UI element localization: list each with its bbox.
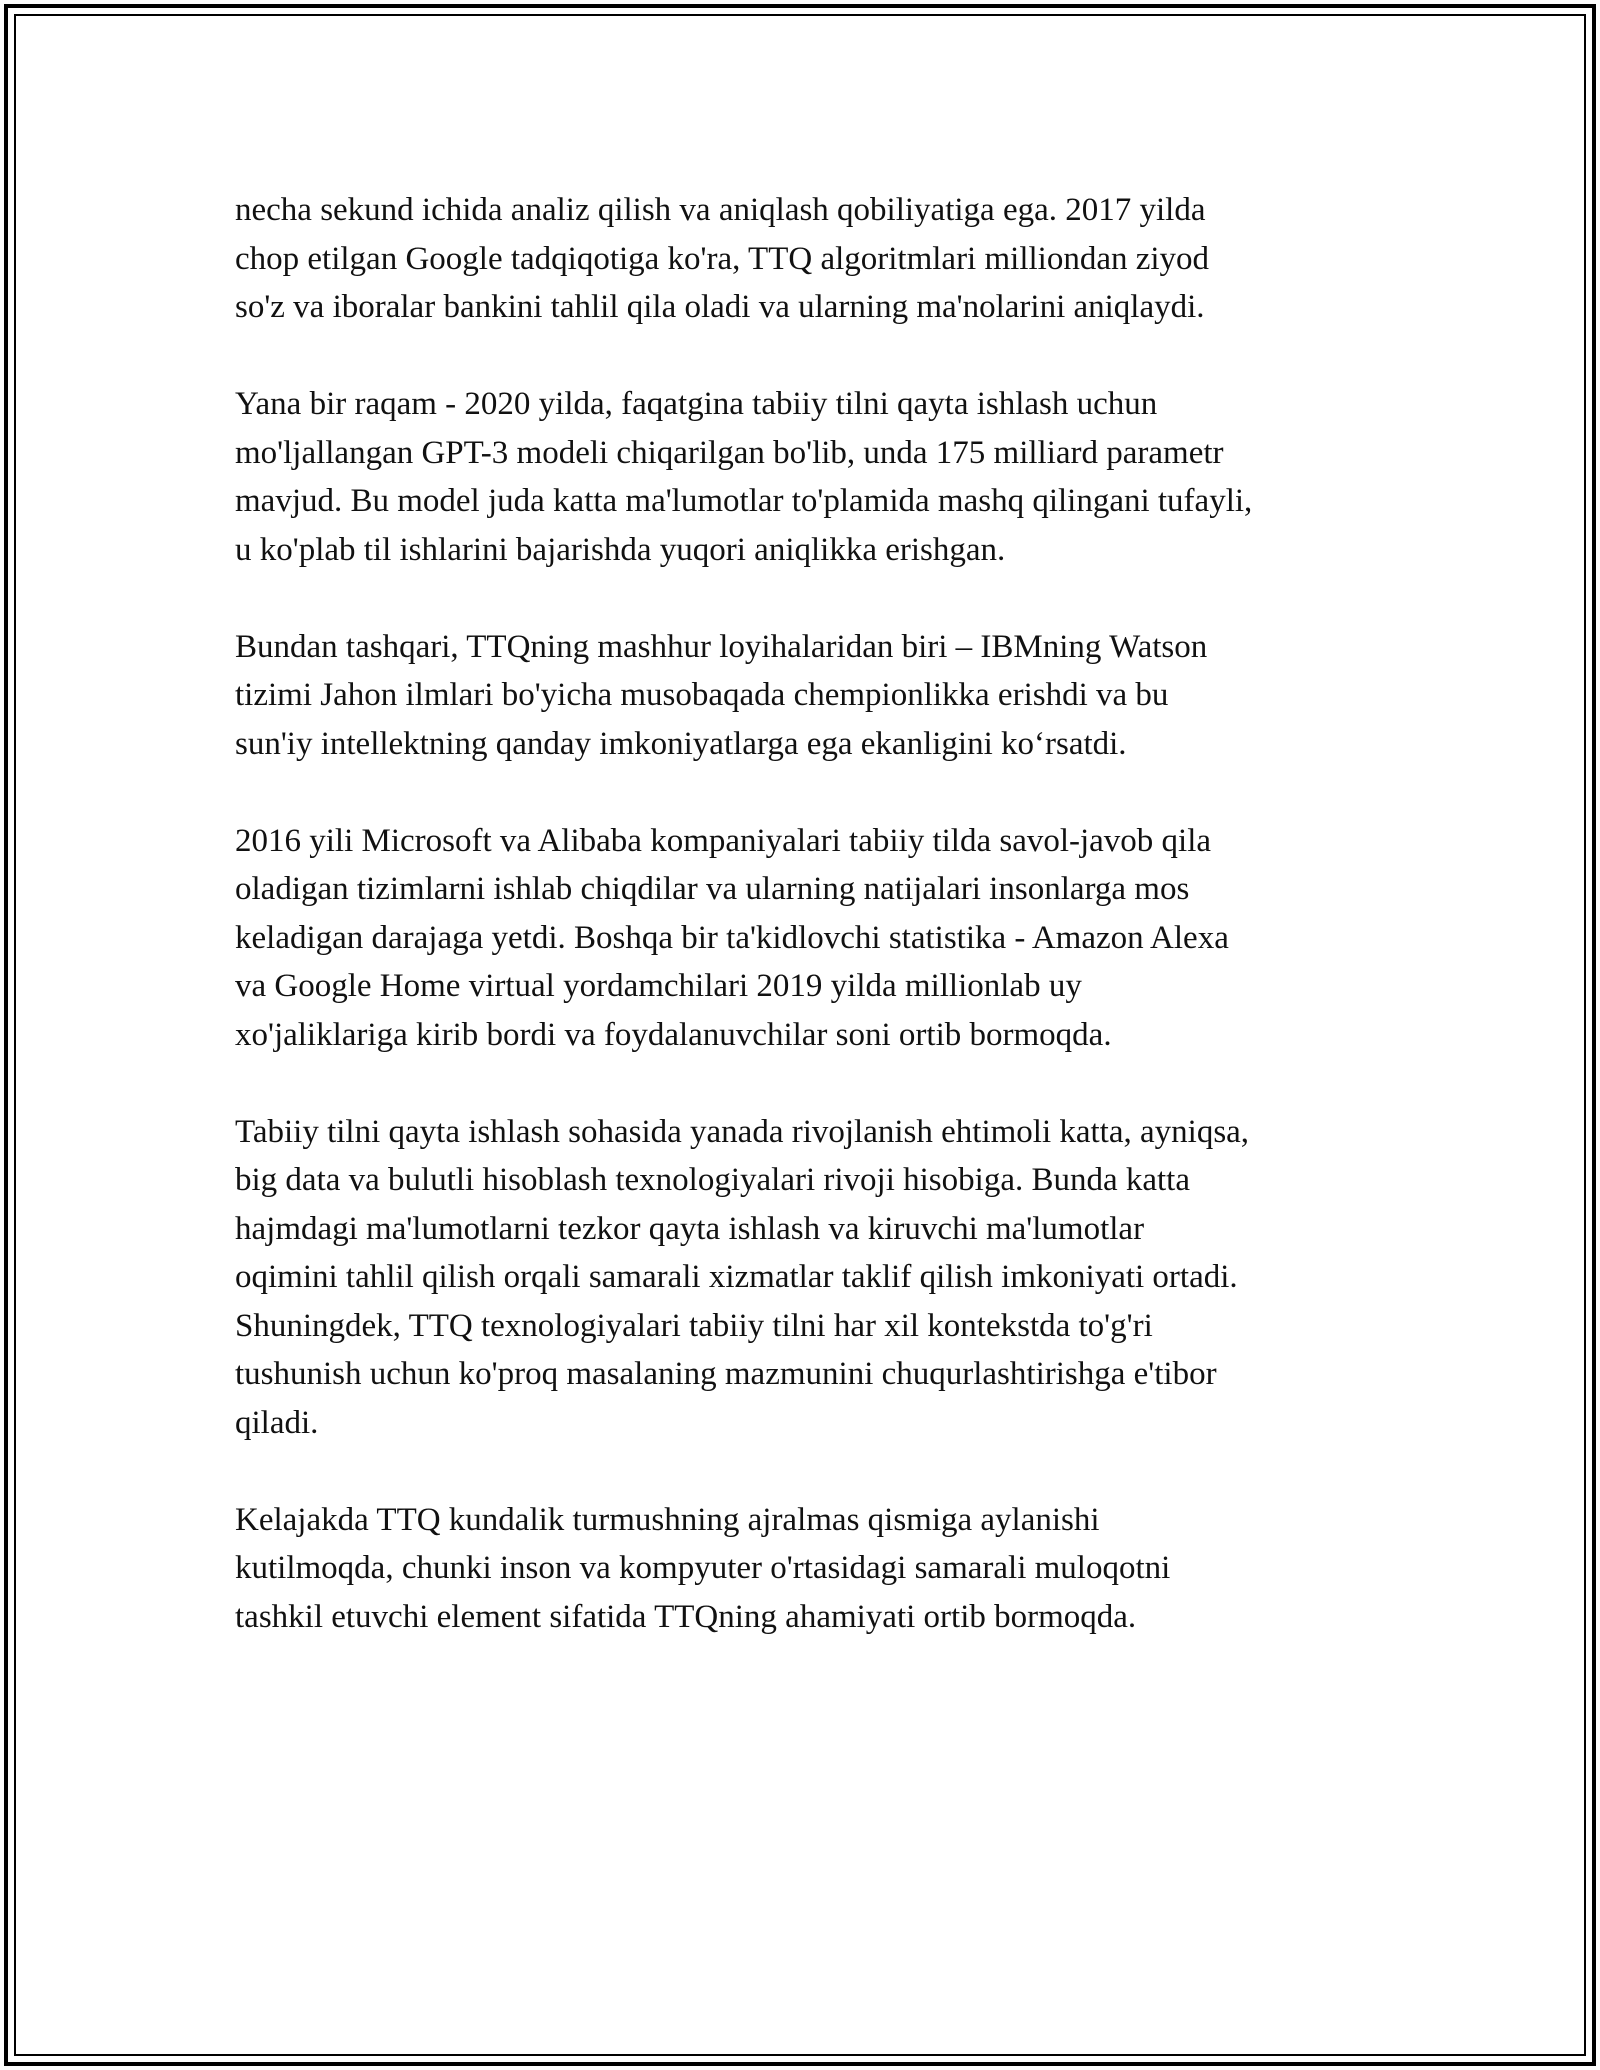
paragraph-5 [235,1108,1375,1448]
paragraph-line: hajmdagi ma'lumotlarni tezkor qayta ishlash va kiruvchi ma'lumotlar [235,1210,1145,1247]
paragraph-line: sun'iy intellektning qanday imkoniyatlarga ega ekanligini koʻrsatdi. [235,725,1127,762]
paragraph-line: Yana bir raqam - 2020 yilda, faqatgina tabiiy tilni qayta ishlash uchun [235,386,1158,422]
paragraph-line: chop etilgan Google tadqiqotiga ko'ra, TTQ algoritmlari milliondan ziyod [235,240,1210,277]
paragraph-line: qiladi. [235,1404,319,1441]
paragraph-line: oladigan tizimlarni ishlab chiqdilar va ularning natijalari insonlarga mos [235,871,1190,907]
document-body [235,186,1375,1690]
paragraph-3 [235,623,1375,769]
paragraph-line: Tabiiy tilni qayta ishlash sohasida yanada rivojlanish ehtimoli katta, ayniqsa, [235,1113,1250,1150]
paragraph-6 [235,1496,1375,1642]
paragraph-line: tushunish uchun ko'proq masalaning mazmunini chuqurlashtirishga e'tibor [235,1356,1217,1392]
paragraph-2 [235,380,1375,574]
paragraph-line: necha sekund ichida analiz qilish va aniqlash qobiliyatiga ega. 2017 yilda [235,192,1206,228]
paragraph-line: mo'ljallangan GPT-3 modeli chiqarilgan bo'lib, unda 175 milliard parametr [235,434,1224,471]
paragraph-line: tizimi Jahon ilmlari bo'yicha musobaqada chempionlikka erishdi va bu [235,677,1169,713]
paragraph-line: kutilmoqda, chunki inson va kompyuter o'rtasidagi samarali muloqotni [235,1550,1171,1586]
paragraph-line: oqimini tahlil qilish orqali samarali xizmatlar taklif qilish imkoniyati ortadi. [235,1259,1238,1295]
paragraph-line: keladigan darajaga yetdi. Boshqa bir ta'kidlovchi statistika - Amazon Alexa [235,919,1229,956]
paragraph-line: Kelajakda TTQ kundalik turmushning ajralmas qismiga aylanishi [235,1501,1100,1538]
paragraph-line: u ko'plab til ishlarini bajarishda yuqori aniqlikka erishgan. [235,531,1006,568]
paragraph-line: Bundan tashqari, TTQning mashhur loyihalaridan biri – IBMning Watson [235,628,1208,665]
paragraph-4 [235,817,1375,1060]
paragraph-line: so'z va iboralar bankini tahlil qila oladi va ularning ma'nolarini aniqlaydi. [235,289,1205,325]
paragraph-line: tashkil etuvchi element sifatida TTQning ahamiyati ortib bormoqda. [235,1598,1137,1635]
paragraph-line: big data va bulutli hisoblash texnologiyalari rivoji hisobiga. Bunda katta [235,1162,1191,1198]
paragraph-line: mavjud. Bu model juda katta ma'lumotlar to'plamida mashq qilingani tufayli, [235,483,1253,519]
paragraph-line: Shuningdek, TTQ texnologiyalari tabiiy tilni har xil kontekstda to'g'ri [235,1307,1153,1344]
paragraph-line: xo'jaliklariga kirib bordi va foydalanuvchilar soni ortib bormoqda. [235,1016,1112,1053]
paragraph-1 [235,186,1375,332]
paragraph-line: 2016 yili Microsoft va Alibaba kompaniyalari tabiiy tilda savol-javob qila [235,822,1212,859]
paragraph-line: va Google Home virtual yordamchilari 2019 yilda millionlab uy [235,968,1082,1004]
